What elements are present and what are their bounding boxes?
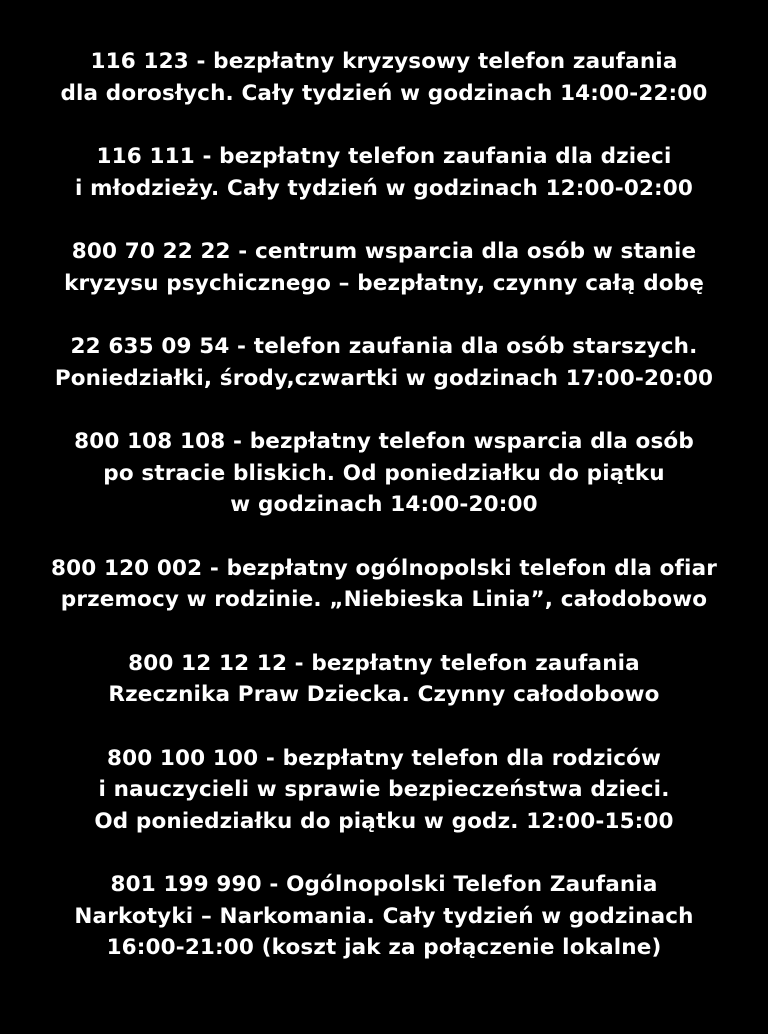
helpline-text-line: 801 199 990 - Ogólnopolski Telefon Zaufania bbox=[110, 872, 658, 897]
helpline-text-line: 800 70 22 22 - centrum wsparcia dla osób w stanie bbox=[71, 239, 697, 264]
helpline-entry-801199990 bbox=[0, 869, 768, 964]
helpline-entry-800702222 bbox=[0, 236, 768, 299]
helpline-text-line: Rzecznika Praw Dziecka. Czynny całodobowo bbox=[108, 682, 660, 707]
helpline-text-line: 16:00-21:00 (koszt jak za połączenie lokalne) bbox=[106, 935, 662, 960]
helpline-text-line: i nauczycieli w sprawie bezpieczeństwa dzieci. bbox=[98, 777, 670, 802]
helpline-text-line: 800 120 002 - bezpłatny ogólnopolski telefon dla ofiar bbox=[51, 555, 717, 581]
helpline-text-line: 800 100 100 - bezpłatny telefon dla rodziców bbox=[106, 745, 662, 771]
helpline-text-line: dla dorosłych. Cały tydzień w godzinach 14:00-22:00 bbox=[60, 80, 708, 106]
helpline-text-line: przemocy w rodzinie. „Niebieska Linia”, całodobowo bbox=[60, 587, 708, 612]
helpline-entries bbox=[0, 46, 768, 996]
helpline-text-line: 22 635 09 54 - telefon zaufania dla osób starszych. bbox=[70, 334, 698, 359]
helpline-entry-800121212 bbox=[0, 648, 768, 711]
helpline-entry-116123 bbox=[0, 46, 768, 109]
helpline-entry-800120002 bbox=[0, 553, 768, 616]
helpline-text-line: Poniedziałki, środy,czwartki w godzinach 17:00-20:00 bbox=[54, 365, 714, 391]
helpline-entry-226350954 bbox=[0, 331, 768, 394]
helpline-entry-800100100 bbox=[0, 743, 768, 838]
helpline-text-line: i młodzieży. Cały tydzień w godzinach 12:00-02:00 bbox=[74, 175, 694, 201]
helpline-text-line: 800 12 12 12 - bezpłatny telefon zaufania bbox=[128, 650, 640, 676]
helpline-entry-800108108 bbox=[0, 426, 768, 521]
helpline-entry-116111 bbox=[0, 141, 768, 204]
helpline-text-line: Od poniedziałku do piątku w godz. 12:00-15:00 bbox=[94, 808, 674, 834]
helpline-text-line: 116 111 - bezpłatny telefon zaufania dla dzieci bbox=[96, 144, 672, 169]
helpline-text-line: w godzinach 14:00-20:00 bbox=[230, 492, 538, 517]
helpline-text-line: 116 123 - bezpłatny kryzysowy telefon zaufania bbox=[90, 49, 678, 74]
helpline-text-line: kryzysu psychicznego – bezpłatny, czynny całą dobę bbox=[64, 270, 704, 296]
helpline-text-line: 800 108 108 - bezpłatny telefon wsparcia dla osób bbox=[74, 429, 694, 454]
helpline-text-line: po stracie bliskich. Od poniedziałku do piątku bbox=[103, 460, 665, 486]
helpline-text-line: Narkotyki – Narkomania. Cały tydzień w godzinach bbox=[74, 903, 694, 929]
